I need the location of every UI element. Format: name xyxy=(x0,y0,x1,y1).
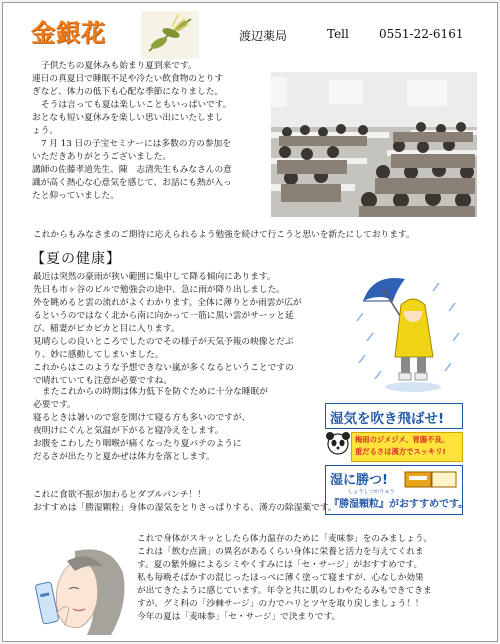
weather-paragraph: 最近は突然の豪雨が狭い範囲に集中して降る傾向にあります。 先日も市ヶ谷のビルで勉強会の途中、急に雨が降り出しました。 外を眺めると雲の流れがよくわかります。全体に薄りとか雨雲が広が るというのではなく北から南に向かって一筋に黒い雲がサーッと延 び、稲妻がピカピカと目に入ります。 見晴らしの良いところでしたのでその様子が天気予報の映像とだぶ り、妙に感動してしまいました。 これからはこのような予想できない嵐が多くなるということですの で晴れていても注意が必要ですね。 xyxy=(33,272,302,386)
newsletter-page xyxy=(2,2,498,642)
product-box-icon xyxy=(404,469,458,489)
ad-product-line: 『勝湿顆粒』がおすすめです。 xyxy=(329,499,469,510)
girl-in-raincoat-umbrella-icon xyxy=(353,271,465,399)
ad-sub-box xyxy=(351,432,463,462)
ad-sub-line-2: 重だるさは漢方でスッキリ! xyxy=(355,447,446,456)
ad-headline: 湿気を吹き飛ばせ! xyxy=(330,411,445,427)
woman-with-cream-icon xyxy=(31,543,135,642)
newsletter-title: 金銀花 xyxy=(31,19,106,47)
tel-label: Tell xyxy=(327,27,349,41)
fatigue-paragraph: またこれからの時期は体力低下を防ぐために十分な睡眠が 必要です。 寝るときは暑いので窓を開けて寝る方も多いのですが、 夜明けにぐんと気温が下がると寝冷えをします。 お腹をこわしたり咽喉が痛くなったり夏バテのように だるさが出たりと夏かぜは体力を落とします。 xyxy=(33,387,268,462)
remedy-paragraph: これに食欲不振が加わるとダブルパンチ！！ おすすめは「勝湿顆粒」身体の湿気をとりさっぱりする、漢方の除湿薬です。 xyxy=(33,490,337,513)
seminar-photo xyxy=(271,72,477,217)
intro-closing-line: これからもみなさまのご期待に応えられるよう勉強を続けて行こうと思いを新たにしております。 xyxy=(33,230,415,240)
ad-product-box xyxy=(325,465,469,515)
shoshitsu-ad xyxy=(325,403,469,514)
ad-badge: 湿に勝つ! xyxy=(330,473,388,488)
tel-number: 0551-22-6161 xyxy=(379,27,464,41)
panda-icon xyxy=(325,431,351,457)
section-heading-summer-health: 【夏の健康】 xyxy=(31,251,121,267)
ad-sub-line-1: 梅雨のジメジメ、胃腸不良、 xyxy=(355,435,449,444)
intro-paragraph: 子供たちの夏休みも始まり夏到来です。 連日の真夏日で睡眠不足や冷たい飲食物のとりす ぎなど、体力の低下も心配な季節になりました。 そうは言っても夏は楽しいこともいっぱいです。 おとなも短い夏休みを楽しい思い出にいたしまし ょう。 7 月 13 日の子宝セミナーには多数の方の参加を いただきありがとうございました。 講師の佐藤孝道先生、陳 志清先生もみなさんの意 識が高く熱心な心意気を感じて、お話にも熱が入っ たと仰っていました。 xyxy=(32,61,232,201)
pharmacy-name: 渡辺薬局 xyxy=(239,29,288,43)
skin-care-paragraph: これで身体がスキッとしたら体力温存のために「麦味参」をのみましょう。 これは「飲む点滴」の異名があるくらい身体に栄養と活力を与えてくれま す。夏の紫外線によるシミやくすみには「セ・サージ」がおすすめです。 私も毎晩そばかすの混じったほっぺに薄く塗って寝ますが、心なしか効果 が出てきたように感じています。年令と共に肌のしわやたるみもできてきま すが、グミ科の「沙棘サージ」の力でハリとツヤを取り戻しましょう！！ 今年の夏は「麦味参」「セ・サージ」で決まりです。 xyxy=(137,534,433,622)
ad-ruby: しょうしつかりゅう xyxy=(348,489,395,495)
honeysuckle-flower-icon xyxy=(141,11,199,59)
ad-headline-box xyxy=(325,403,463,429)
